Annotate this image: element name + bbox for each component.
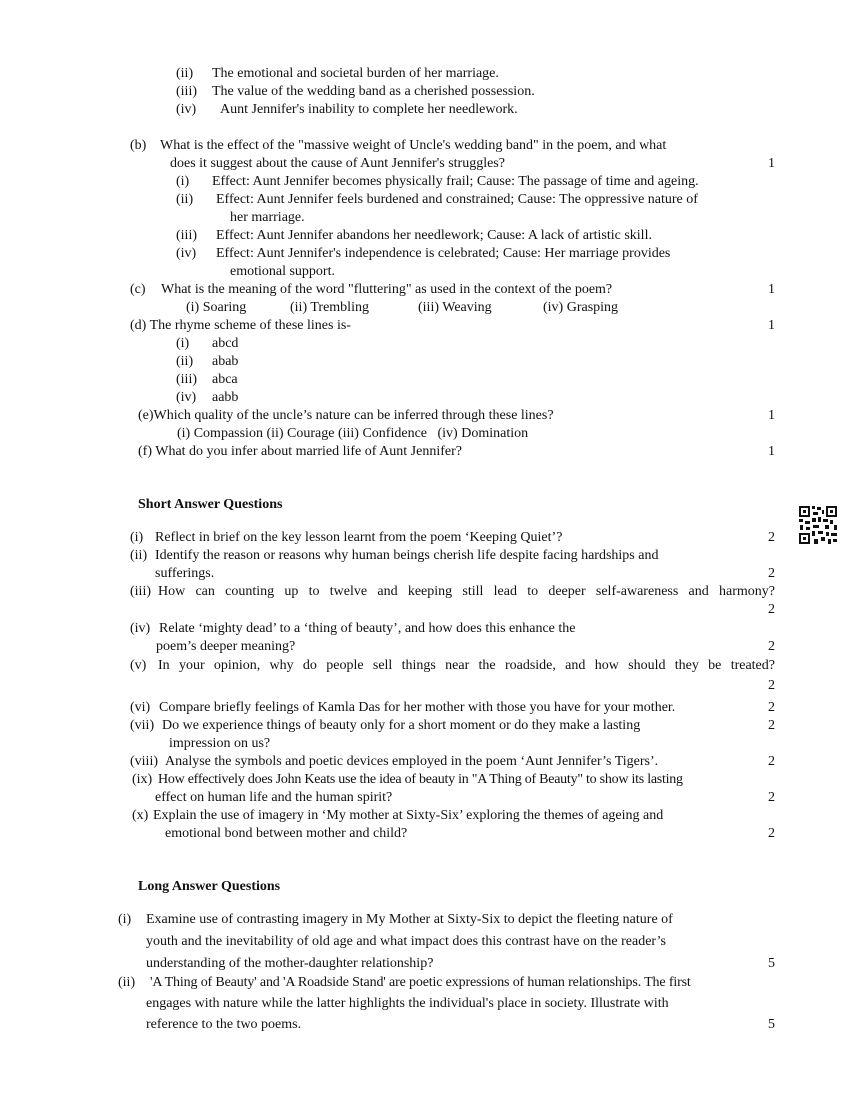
short-answer-heading: Short Answer Questions	[138, 497, 283, 512]
short-q7-marks: 2	[768, 718, 775, 733]
short-q6-text: Compare briefly feelings of Kamla Das for her mother with those you have for your mother.	[159, 700, 676, 715]
short-q2-cont: sufferings.	[155, 566, 215, 581]
mcq-d-option-iii-text: abca	[212, 372, 238, 387]
mcq-b-option-i-num: (i)	[176, 174, 190, 189]
mcq-b-question-cont: does it suggest about the cause of Aunt Jennifer's struggles?	[170, 156, 505, 171]
short-q4-marks: 2	[768, 639, 775, 654]
short-q1-text: Reflect in brief on the key lesson learnt from the poem ‘Keeping Quiet’?	[155, 530, 563, 545]
mcq-d-option-i-num: (i)	[176, 336, 190, 351]
short-q3-num: (iii)	[130, 584, 151, 599]
short-q2-marks: 2	[768, 566, 775, 581]
mcq-a-option-iv-num: (iv)	[176, 102, 197, 117]
short-q5-marks: 2	[768, 678, 775, 693]
mcq-d-option-i-text: abcd	[212, 336, 239, 351]
short-q4-cont: poem’s deeper meaning?	[156, 639, 296, 654]
long-q2-num: (ii)	[118, 975, 136, 990]
mcq-c-option-iv: (iv) Grasping	[543, 300, 619, 315]
short-q4-text: Relate ‘mighty dead’ to a ‘thing of beauty’, and how does this enhance the	[159, 621, 576, 636]
long-q1-num: (i)	[118, 912, 132, 927]
short-q5-num: (v)	[130, 658, 147, 673]
mcq-a-option-iii-text: The value of the wedding band as a cherished possession.	[212, 84, 535, 99]
short-q2-num: (ii)	[130, 548, 148, 563]
mcq-d-option-iv-num: (iv)	[176, 390, 197, 405]
short-q8-marks: 2	[768, 754, 775, 769]
short-q7-num: (vii)	[130, 718, 155, 733]
long-q2-line2: engages with nature while the latter highlights the individual's place in society. Illustrate with	[146, 996, 669, 1011]
long-q2-line3: reference to the two poems.	[146, 1017, 302, 1032]
mcq-b-question: What is the effect of the "massive weight of Uncle's wedding band" in the poem, and what	[160, 138, 667, 153]
short-q9-text: How effectively does John Keats use the idea of beauty in "A Thing of Beauty" to show its lasting	[158, 772, 683, 787]
mcq-f-marks: 1	[768, 444, 775, 459]
mcq-b-label: (b)	[130, 138, 147, 153]
short-q6-marks: 2	[768, 700, 775, 715]
short-q1-num: (i)	[130, 530, 144, 545]
short-q1-marks: 2	[768, 530, 775, 545]
mcq-b-option-ii-num: (ii)	[176, 192, 194, 207]
short-q10-cont: emotional bond between mother and child?	[165, 826, 408, 841]
mcq-d-question: (d) The rhyme scheme of these lines is-	[130, 318, 351, 333]
mcq-b-option-iv-num: (iv)	[176, 246, 197, 261]
mcq-d-option-iii-num: (iii)	[176, 372, 197, 387]
mcq-b-option-ii-text: Effect: Aunt Jennifer feels burdened and constrained; Cause: The oppressive nature of	[216, 192, 698, 207]
mcq-e-marks: 1	[768, 408, 775, 423]
long-q1-line2: youth and the inevitability of old age and what impact does this contrast have on the reader’s	[146, 934, 666, 949]
mcq-b-option-ii-cont: her marriage.	[230, 210, 305, 225]
short-q5-text: In your opinion, why do people sell things near the roadside, and how should they be treated?	[158, 658, 775, 673]
mcq-b-option-iv-cont: emotional support.	[230, 264, 335, 279]
mcq-a-option-ii-num: (ii)	[176, 66, 194, 81]
mcq-b-option-iii-text: Effect: Aunt Jennifer abandons her needlework; Cause: A lack of artistic skill.	[216, 228, 652, 243]
long-q2-line1: 'A Thing of Beauty' and 'A Roadside Stand' are poetic expressions of human relationships. The first	[150, 975, 691, 990]
short-q10-text: Explain the use of imagery in ‘My mother at Sixty-Six’ exploring the themes of ageing and	[153, 808, 664, 823]
mcq-c-question: What is the meaning of the word "fluttering" as used in the context of the poem?	[161, 282, 613, 297]
short-q2-text: Identify the reason or reasons why human beings cherish life despite facing hardships and	[155, 548, 659, 563]
mcq-b-option-i-text: Effect: Aunt Jennifer becomes physically frail; Cause: The passage of time and ageing.	[212, 174, 699, 189]
long-q1-marks: 5	[768, 956, 775, 971]
short-q3-text: How can counting up to twelve and keeping still lead to deeper self-awareness and harmony?	[158, 584, 775, 599]
short-q10-num: (x)	[132, 808, 149, 823]
mcq-a-option-iv-text: Aunt Jennifer's inability to complete her needlework.	[220, 102, 518, 117]
mcq-e-question: (e)Which quality of the uncle’s nature can be inferred through these lines?	[138, 408, 554, 423]
long-answer-heading: Long Answer Questions	[138, 879, 281, 894]
long-q1-line1: Examine use of contrasting imagery in My Mother at Sixty-Six to depict the fleeting nature of	[146, 912, 673, 927]
mcq-a-option-ii-text: The emotional and societal burden of her marriage.	[212, 66, 499, 81]
short-q9-cont: effect on human life and the human spirit?	[155, 790, 393, 805]
mcq-d-option-ii-text: abab	[212, 354, 239, 369]
mcq-c-marks: 1	[768, 282, 775, 297]
short-q9-num: (ix)	[132, 772, 153, 787]
mcq-b-option-iv-text: Effect: Aunt Jennifer's independence is celebrated; Cause: Her marriage provides	[216, 246, 671, 261]
mcq-d-marks: 1	[768, 318, 775, 333]
long-q1-line3: understanding of the mother-daughter relationship?	[146, 956, 434, 971]
mcq-b-option-iii-num: (iii)	[176, 228, 197, 243]
short-q7-cont: impression on us?	[169, 736, 271, 751]
mcq-c-option-iii: (iii) Weaving	[418, 300, 492, 315]
mcq-d-option-iv-text: aabb	[212, 390, 239, 405]
short-q4-num: (iv)	[130, 621, 151, 636]
mcq-c-option-ii: (ii) Trembling	[290, 300, 369, 315]
short-q10-marks: 2	[768, 826, 775, 841]
short-q8-text: Analyse the symbols and poetic devices employed in the poem ‘Aunt Jennifer’s Tigers’.	[165, 754, 659, 769]
mcq-e-options: (i) Compassion (ii) Courage (iii) Confidence (iv) Domination	[177, 426, 529, 441]
short-q6-num: (vi)	[130, 700, 151, 715]
mcq-c-option-i: (i) Soaring	[186, 300, 247, 315]
mcq-f-question: (f) What do you infer about married life of Aunt Jennifer?	[138, 444, 462, 459]
short-q9-marks: 2	[768, 790, 775, 805]
qr-code-icon	[798, 505, 838, 545]
mcq-c-label: (c)	[130, 282, 146, 297]
short-q7-text: Do we experience things of beauty only for a short moment or do they make a lasting	[162, 718, 641, 733]
short-q3-marks: 2	[768, 602, 775, 617]
mcq-b-marks: 1	[768, 156, 775, 171]
long-q2-marks: 5	[768, 1017, 775, 1032]
mcq-d-option-ii-num: (ii)	[176, 354, 194, 369]
short-q8-num: (viii)	[130, 754, 158, 769]
mcq-a-option-iii-num: (iii)	[176, 84, 197, 99]
